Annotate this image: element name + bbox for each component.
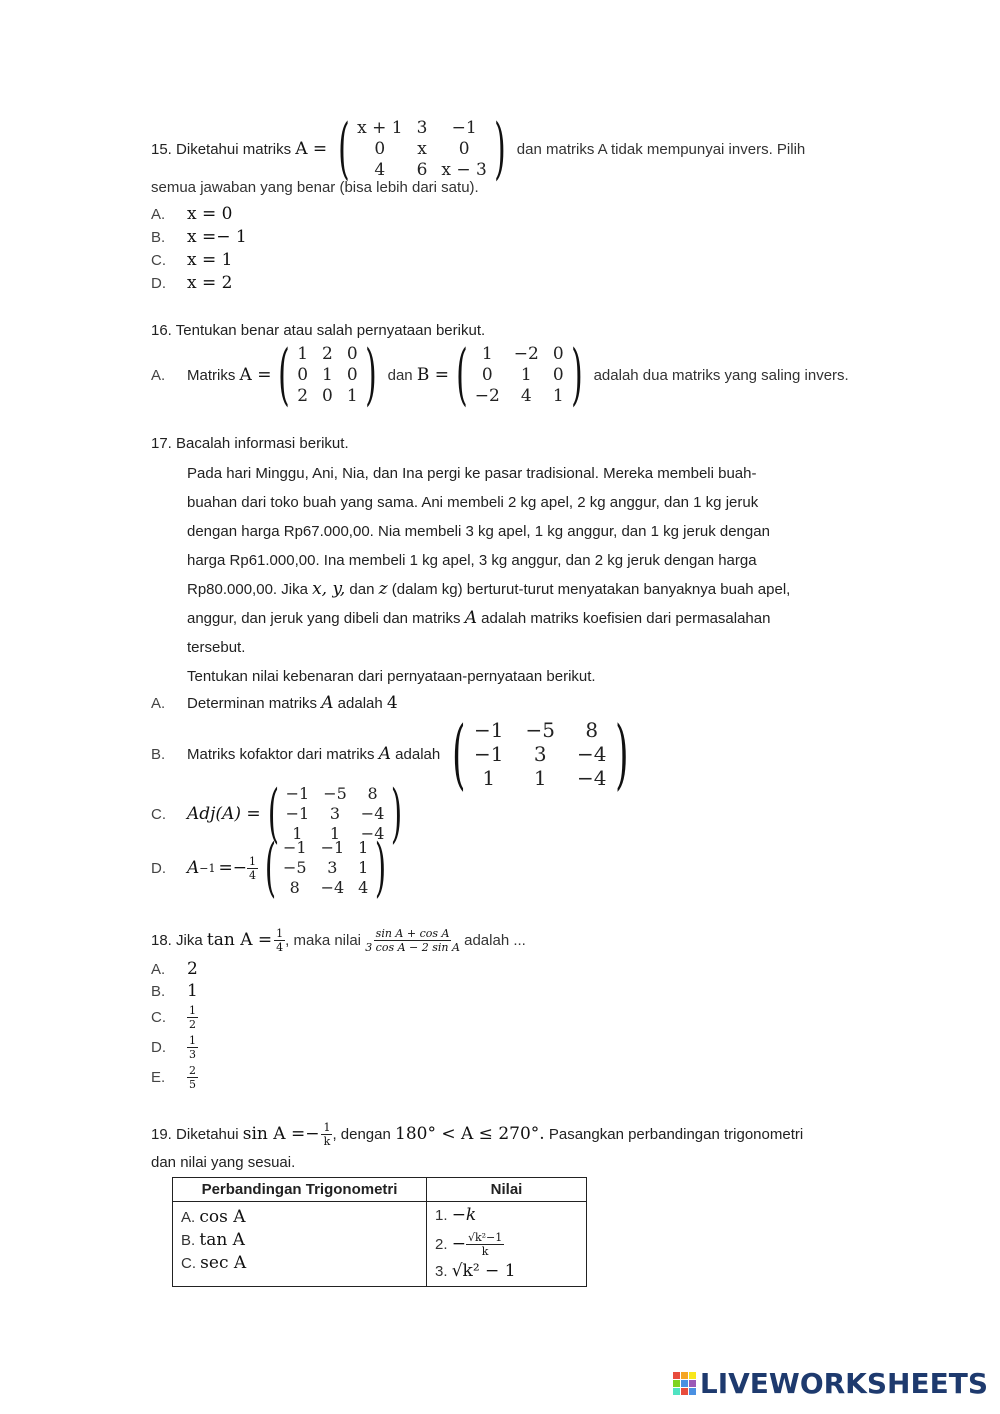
q17-opt-c-letter: C. xyxy=(151,805,166,823)
q15-option xyxy=(151,249,247,272)
matrix-cell: 1 xyxy=(329,824,341,843)
q16-trail: adalah dua matriks yang saling invers. xyxy=(593,366,849,384)
q17-opt-c-matrix: ( −1 −5 8 −1 3 −4 1 1 −4 ) xyxy=(267,777,403,851)
q15-trail: dan matriks A tidak mempunyai invers. Pilih xyxy=(516,140,806,158)
matrix-cell: 8 xyxy=(585,718,599,742)
q19-left-item xyxy=(181,1252,418,1275)
q15-opt-letter: C. xyxy=(151,252,166,269)
matrix-cell: 3 xyxy=(327,858,338,877)
matrix-cell: 3 xyxy=(533,742,547,766)
q15-opt-text: x =− 1 xyxy=(187,227,247,247)
q15-opt-letter: A. xyxy=(151,206,166,223)
q18-opt-letter: D. xyxy=(151,1038,166,1056)
q18-opt-den: 5 xyxy=(189,1077,196,1091)
q17-option-a xyxy=(151,693,398,713)
q16-line1 xyxy=(151,322,485,339)
q19-lead: Diketahui xyxy=(176,1125,239,1143)
q16-text: Tentukan benar atau salah pernyataan berikut. xyxy=(175,322,486,339)
q19-table-left-cell xyxy=(173,1202,427,1287)
q17-text: Bacalah informasi berikut. xyxy=(176,435,349,452)
q19-right-frac-den: k xyxy=(481,1244,489,1258)
q18-option-b xyxy=(151,980,198,1002)
q16-b-name: B = xyxy=(416,365,449,385)
q18-option-c xyxy=(151,1002,198,1032)
q16-option-a xyxy=(151,336,849,413)
matrix-cell: 1 xyxy=(346,385,358,406)
q17-para-line-7: tersebut. xyxy=(187,639,246,656)
q18-trail: adalah ... xyxy=(464,931,526,949)
matrix-cell: 1 xyxy=(358,858,369,877)
logo-grid-icon xyxy=(673,1372,696,1395)
q16-matrix-a: ( 1 2 0 0 1 0 2 0 1 ) xyxy=(278,336,377,413)
q19-right-num: 1. xyxy=(435,1207,448,1224)
matrix-cell: −1 xyxy=(285,804,310,823)
q17-opt-a-trail: adalah xyxy=(337,694,383,712)
q18-opt-value: 1 xyxy=(187,981,198,1001)
q18-tan-den: 4 xyxy=(276,940,284,954)
q17-opt-a-value: 4 xyxy=(386,693,398,713)
q18-tan-frac xyxy=(274,928,285,953)
q17-option-c xyxy=(151,777,409,851)
q16-opt-letter: A. xyxy=(151,366,166,384)
q18-opt-frac xyxy=(187,1035,198,1060)
matrix-cell: 0 xyxy=(458,138,470,159)
matrix-cell: 3 xyxy=(329,804,341,823)
matrix-cell: 4 xyxy=(358,878,369,897)
matrix-cell: 0 xyxy=(346,343,358,364)
matrix-cell: 2 xyxy=(322,343,333,364)
matrix-cell: 0 xyxy=(322,385,333,406)
q17-para-line-5 xyxy=(187,575,790,604)
q17-opt-a-lead: Determinan matriks xyxy=(187,694,318,712)
matrix-cell: −5 xyxy=(323,784,347,803)
q18-opt-den: 2 xyxy=(189,1017,196,1031)
q18-opt-letter: A. xyxy=(151,960,166,978)
matrix-cell: 1 xyxy=(358,838,369,857)
liveworksheets-logo xyxy=(673,1367,988,1400)
q17-para-line: Pada hari Minggu, Ani, Nia, dan Ina pergi ke pasar tradisional. Mereka membeli buah- xyxy=(187,465,757,482)
matrix-cell: 1 xyxy=(482,766,496,790)
matrix-cell: 1 xyxy=(297,343,309,364)
q18-option-d xyxy=(151,1032,198,1062)
matrix-cell: −1 xyxy=(474,718,504,742)
q18-frac-num: sin A + cos A xyxy=(375,926,450,940)
matrix-cell: −2 xyxy=(474,385,500,406)
q15-options xyxy=(151,203,247,295)
q18-opt-letter: C. xyxy=(151,1008,166,1026)
q17-l6a: anggur, dan jeruk yang dibeli dan matriks xyxy=(187,610,461,627)
matrix-cell: −5 xyxy=(282,858,307,877)
q19-right-item-3 xyxy=(435,1261,578,1283)
q17-opt-d-frac-num: 1 xyxy=(249,854,256,868)
q19-right-expr: −k xyxy=(451,1205,477,1225)
matrix-cell: 0 xyxy=(552,343,564,364)
matrix-cell: −1 xyxy=(451,117,477,138)
q17-l5b: (dalam kg) berturut-turut menyatakan banyaknya buah apel, xyxy=(391,581,791,598)
matrix-cell: −4 xyxy=(577,742,607,766)
q17-opt-a-var: A xyxy=(321,693,334,713)
logo-text: LIVEWORKSHEETS xyxy=(699,1367,988,1400)
q19-trail: Pasangkan perbandingan trigonometri xyxy=(548,1125,804,1143)
q16-a-name: A = xyxy=(239,365,272,385)
q17-line1 xyxy=(151,435,349,452)
q18-opt-num: 1 xyxy=(189,1033,196,1047)
matrix-cell: 8 xyxy=(289,878,300,897)
matrix-cell: 4 xyxy=(520,385,532,406)
matrix-cell: 0 xyxy=(346,364,358,385)
q19-right-sign: − xyxy=(451,1234,466,1254)
matrix-cell: x + 1 xyxy=(357,117,403,138)
q19-right-expr: √k² − 1 xyxy=(451,1261,516,1281)
matrix-cell: 1 xyxy=(533,766,547,790)
q15-opt-letter: D. xyxy=(151,275,166,292)
q15-line2: semua jawaban yang benar (bisa lebih dari satu). xyxy=(151,179,479,196)
q18-options xyxy=(151,958,198,1092)
q17-para-line: harga Rp61.000,00. Ina membeli 1 kg apel, 3 kg anggur, dan 2 kg jeruk dengan harga xyxy=(187,552,757,569)
q15-line1 xyxy=(151,110,806,187)
q19-left-letter: B. xyxy=(181,1232,196,1249)
q15-number: 15. xyxy=(151,140,172,158)
q19-sin-frac xyxy=(321,1122,332,1147)
matrix-cell: 1 xyxy=(520,364,532,385)
matrix-cell: −1 xyxy=(320,838,345,857)
q19-left-item xyxy=(181,1206,418,1229)
matrix-cell: 0 xyxy=(297,364,309,385)
q17-opt-d-letter: D. xyxy=(151,859,166,877)
q17-opt-a-letter: A. xyxy=(151,694,166,712)
q15-option xyxy=(151,226,247,249)
q15-lead: Diketahui matriks xyxy=(176,140,292,158)
q18-option-e xyxy=(151,1062,198,1092)
q17-l6b: adalah matriks koefisien dari permasalahan xyxy=(481,610,771,627)
q17-opt-d-matrix: ( −1 −1 1 −5 3 1 8 −4 4 ) xyxy=(264,831,387,905)
matrix-cell: −5 xyxy=(525,718,556,742)
q17-opt-b-lead: Matriks kofaktor dari matriks xyxy=(187,745,375,763)
matrix-cell: −2 xyxy=(513,343,539,364)
q19-left-expr: tan A xyxy=(199,1230,245,1250)
q17-para-line-6 xyxy=(187,604,790,633)
q15-opt-text: x = 2 xyxy=(187,273,233,293)
q17-opt-b-var: A xyxy=(378,744,391,764)
matrix-cell: −4 xyxy=(577,766,607,790)
matrix-cell: −1 xyxy=(282,838,307,857)
matrix-cell: −4 xyxy=(360,824,385,843)
q18-expr-frac xyxy=(365,928,460,953)
q15-option xyxy=(151,203,247,226)
q17-vars: x, y, xyxy=(312,579,346,599)
q18-number: 18. xyxy=(151,931,172,949)
q18-frac-den: 3 cos A − 2 sin A xyxy=(365,940,460,954)
q18-option-a xyxy=(151,958,198,980)
q17-number: 17. xyxy=(151,435,172,452)
q17-para-line-8: Tentukan nilai kebenaran dari pernyataan-pernyataan berikut. xyxy=(187,668,596,685)
q19-table-header-right: Nilai xyxy=(427,1178,587,1202)
q19-left-letter: A. xyxy=(181,1209,196,1226)
matrix-cell: 1 xyxy=(552,385,564,406)
q19-right-frac-num: √k²−1 xyxy=(467,1230,503,1244)
q19-line2: dan nilai yang sesuai. xyxy=(151,1154,296,1171)
matrix-cell: −1 xyxy=(285,784,310,803)
matrix-cell: 0 xyxy=(552,364,564,385)
q18-line1 xyxy=(151,922,526,958)
q17-opt-b-trail: adalah xyxy=(395,745,441,763)
q18-lead: Jika xyxy=(176,931,203,949)
q17-opt-b-letter: B. xyxy=(151,745,166,763)
q19-right-frac xyxy=(466,1232,504,1257)
q18-opt-frac xyxy=(187,1005,198,1030)
q19-table-right-cell xyxy=(427,1202,587,1287)
q17-option-d xyxy=(151,831,393,905)
q19-line1 xyxy=(151,1117,803,1151)
matrix-cell: −4 xyxy=(360,804,385,823)
q15-opt-text: x = 0 xyxy=(187,204,233,224)
q16-dan: dan xyxy=(387,366,413,384)
q19-range: 180° < A ≤ 270°. xyxy=(395,1124,545,1144)
q15-opt-letter: B. xyxy=(151,229,166,246)
q18-opt-den: 3 xyxy=(189,1047,196,1061)
matrix-cell: 4 xyxy=(374,159,386,180)
q19-sin: sin A =− xyxy=(242,1124,320,1144)
q18-tan-num: 1 xyxy=(276,926,284,940)
q19-right-num: 2. xyxy=(435,1235,448,1253)
q16-opt-lead: Matriks xyxy=(187,366,236,384)
matrix-cell: 8 xyxy=(367,784,378,803)
matrix-cell: 1 xyxy=(292,824,303,843)
matrix-cell: 1 xyxy=(322,364,333,385)
q19-left-item xyxy=(181,1229,418,1252)
q19-right-num: 3. xyxy=(435,1263,448,1280)
q15-option xyxy=(151,272,247,295)
q17-opt-d-frac xyxy=(247,856,258,881)
q19-left-expr: sec A xyxy=(200,1253,247,1273)
matrix-cell: 6 xyxy=(416,159,428,180)
q19-right-item-2 xyxy=(435,1227,578,1261)
q18-opt-letter: B. xyxy=(151,982,166,1000)
q19-mid: , dengan xyxy=(332,1125,391,1143)
q18-mid: , maka nilai xyxy=(285,931,362,949)
q19-sin-num: 1 xyxy=(323,1120,331,1134)
q16-number: 16. xyxy=(151,322,172,339)
q17-opt-d-frac-den: 4 xyxy=(249,868,256,882)
q17-opt-b-matrix: ( −1 −5 8 −1 3 −4 1 1 −4 ) xyxy=(452,709,629,798)
q19-number: 19. xyxy=(151,1125,172,1143)
q17-opt-d-eq: =− xyxy=(218,858,247,878)
q17-paragraph xyxy=(187,459,790,691)
matrix-cell: 0 xyxy=(481,364,493,385)
q17-l5dan: dan xyxy=(349,581,375,598)
q17-opt-c-expr: Adj(A) = xyxy=(187,804,261,824)
matrix-cell: 3 xyxy=(416,117,428,138)
matrix-cell: 1 xyxy=(481,343,493,364)
q18-opt-num: 1 xyxy=(189,1003,196,1017)
q17-opt-d-sup: −1 xyxy=(199,861,216,875)
matrix-cell: 2 xyxy=(297,385,309,406)
matrix-cell: 0 xyxy=(374,138,386,159)
q15-matrix: ( x + 1 3 −1 0 x 0 4 6 x − 3 ) xyxy=(338,110,506,187)
q17-var-z: z xyxy=(378,579,388,599)
q19-table xyxy=(172,1177,587,1287)
q18-tan: tan A = xyxy=(206,930,273,950)
q18-opt-value: 2 xyxy=(187,959,198,979)
q19-right-item-1 xyxy=(435,1205,578,1227)
q17-para-line: buahan dari toko buah yang sama. Ani membeli 2 kg apel, 2 kg anggur, dan 1 kg jeruk xyxy=(187,494,759,511)
q19-left-letter: C. xyxy=(181,1255,196,1272)
q19-left-expr: cos A xyxy=(199,1207,246,1227)
q17-para-line: dengan harga Rp67.000,00. Nia membeli 3 kg apel, 1 kg anggur, dan 1 kg jeruk dengan xyxy=(187,523,770,540)
q18-opt-letter: E. xyxy=(151,1068,166,1086)
q15-matrix-name: A = xyxy=(295,139,328,159)
q18-opt-num: 2 xyxy=(189,1063,196,1077)
q16-matrix-b: ( 1 −2 0 0 1 0 −2 4 1 ) xyxy=(456,336,583,413)
matrix-cell: −1 xyxy=(474,742,504,766)
matrix-cell: x xyxy=(417,138,427,159)
q18-opt-frac xyxy=(187,1065,198,1090)
q17-opt-d-base: A xyxy=(187,858,200,878)
q19-table-header-left: Perbandingan Trigonometri xyxy=(173,1178,427,1202)
matrix-cell: x − 3 xyxy=(441,159,487,180)
q17-var-a: A xyxy=(464,608,477,628)
q17-l5a: Rp80.000,00. Jika xyxy=(187,581,308,598)
q15-opt-text: x = 1 xyxy=(187,250,233,270)
matrix-cell: −4 xyxy=(320,878,345,897)
q19-sin-den: k xyxy=(323,1134,331,1148)
